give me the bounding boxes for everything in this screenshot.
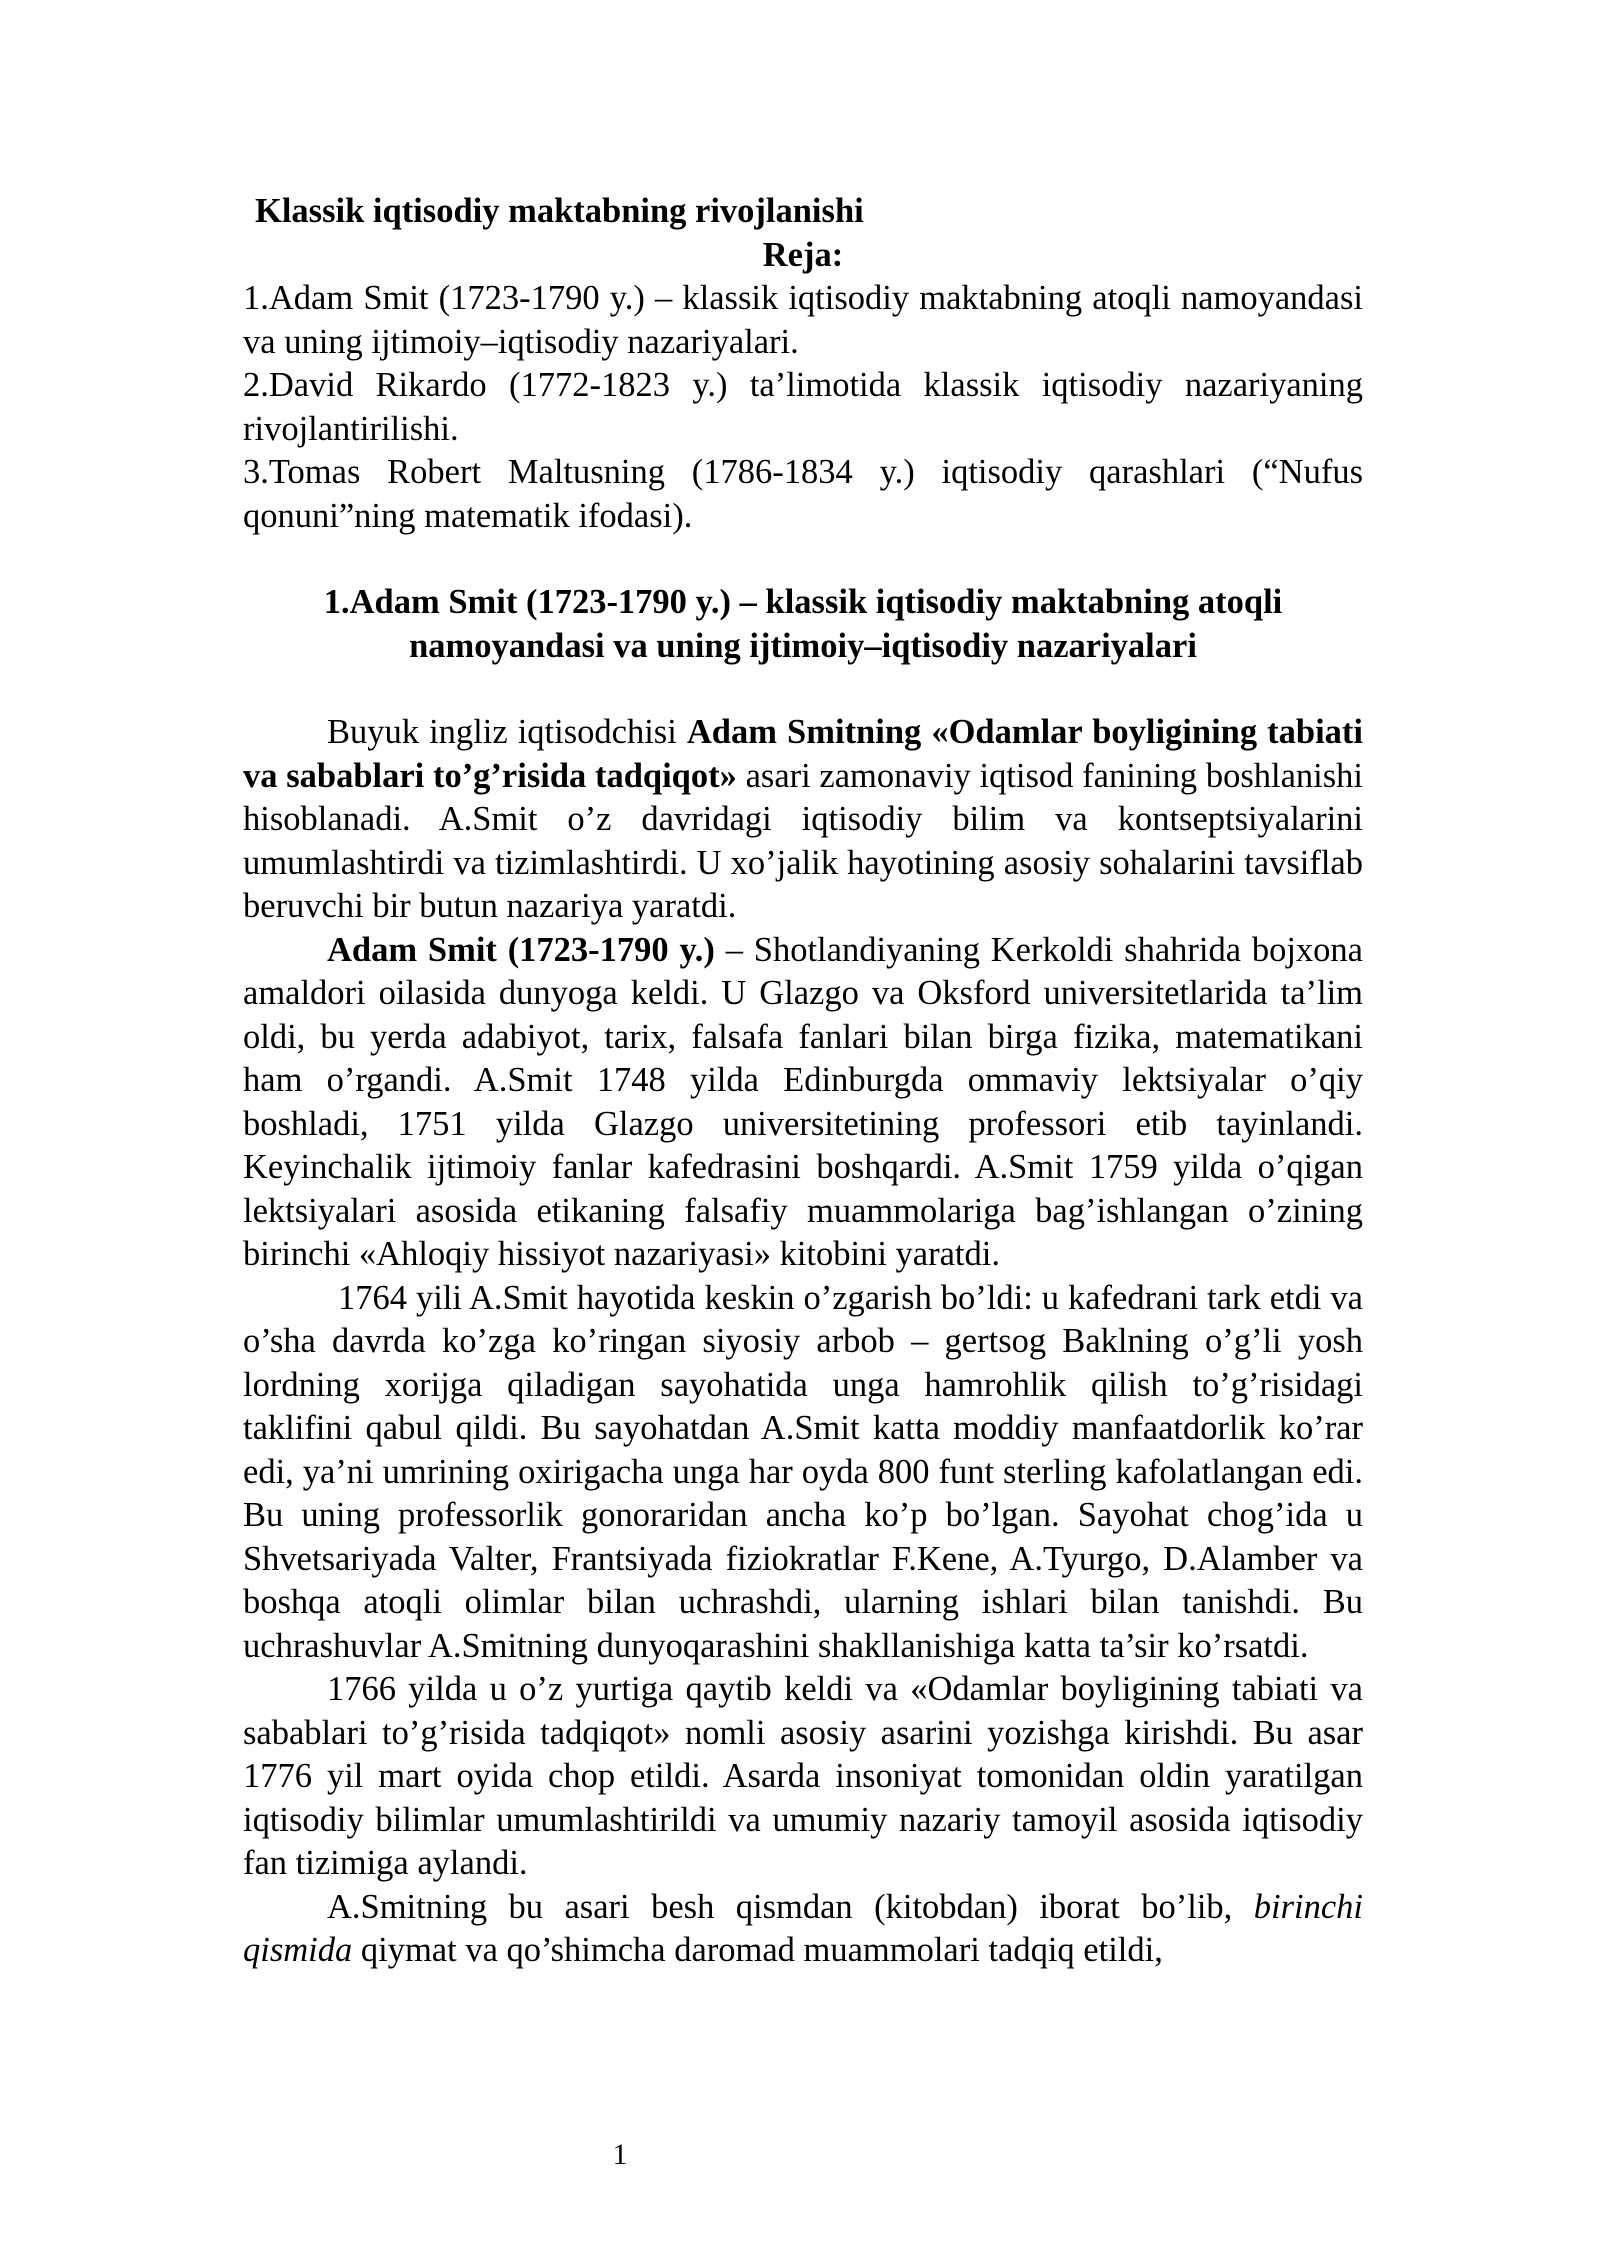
plan-item-2: 2.David Rikardo (1772-1823 y.) ta’limotida klassik iqtisodiy nazariyaning rivojlantirilishi. (243, 366, 1363, 448)
paragraph-4: 1766 yilda u o’z yurtiga qaytib keldi va «Odamlar boyligining tabiati va sabablari to’g’risida tadqiqot» nomli asosiy asarini yozishga kirishdi. Bu asar 1776 yil mart oyida chop etildi. Asarda insoniyat tomonidan oldin yaratilgan iqtisodiy bilimlar umumlashtirildi va umumiy nazariy tamoyil asosida iqtisodiy fan tizimiga aylandi. (243, 1670, 1363, 1882)
p2-name: Adam Smit (1723-1790 y.) (327, 930, 715, 969)
paragraph-1 (243, 711, 1363, 929)
document-title: Klassik iqtisodiy maktabning rivojlanishi (255, 192, 864, 230)
p2-text: – Shotlandiyaning Kerkoldi shahrida bojxona amaldori oilasida dunyoga keldi. U Glazgo va Oksford universitetlarida ta’lim oldi, bu yerda adabiyot, tarix, falsafa fanlari bilan birga fizika, matematikani ham o’rgandi. A.Smit 1748 yilda Edinburgda ommaviy lektsiyalar o’qiy boshladi, 1751 yilda Glazgo universitetining professori etib tayinlandi. Keyinchalik ijtimoiy fanlar kafedrasini boshqardi. A.Smit 1759 yilda o’qigan lektsiyalari asosida etikaning falsafiy muammolariga bag’ishlangan o’zining birinchi «Ahloqiy hissiyot nazariyasi» kitobini yaratdi. (243, 930, 1363, 1273)
paragraph-3: 1764 yili A.Smit hayotida keskin o’zgarish bo’ldi: u kafedrani tark etdi va o’sha davrda ko’zga ko’ringan siyosiy arbob – gertsog Baklning o’g’li yosh lordning xorijga qiladigan sayohatida unga hamrohlik qilish to’g’risidagi taklifini qabul qildi. Bu sayohatdan A.Smit katta moddiy manfaatdorlik ko’rar edi, ya’ni umrining oxirigacha unga har oyda 800 funt sterling kafolatlangan edi. Bu uning professorlik gonoraridan ancha ko’p bo’lgan. Sayohat chog’ida u Shvetsariyada Valter, Frantsiyada fiziokratlar F.Kene, A.Tyurgo, D.Alamber va boshqa atoqli olimlar bilan uchrashdi, ularning ishlari bilan tanishdi. Bu uchrashuvlar A.Smitning dunyoqarashini shakllanishiga katta ta’sir ko’rsatdi. (243, 1278, 1363, 1665)
p5-italic: birinchi qismida (243, 1887, 1363, 1969)
plan-heading: Reja: (762, 235, 844, 274)
p5-text-start: A.Smitning bu asari besh qismdan (kitobdan) iborat bo’lib, (327, 1887, 1254, 1926)
p1-text-end: asari zamonaviy iqtisod fanining boshlanishi hisoblanadi. A.Smit o’z davridagi iqtisodiy bilim va kontseptsiyalarini umumlashtirdi va tizimlashtirdi. U xo’jalik hayotining asosiy sohalarini tavsiflab beruvchi bir butun nazariya yaratdi. (243, 756, 1363, 925)
paragraph-2 (243, 929, 1363, 1277)
page-content (243, 190, 1363, 1973)
plan-item-1: 1.Adam Smit (1723-1790 y.) – klassik iqtisodiy maktabning atoqli namoyandasi va uning ijtimoiy–iqtisodiy nazariyalari. (243, 279, 1363, 361)
p1-text-start: Buyuk ingliz iqtisodchisi (327, 713, 687, 751)
plan-item-3: 3.Tomas Robert Maltusning (1786-1834 y.) iqtisodiy qarashlari (“Nufus qonuni”ning matematik ifodasi). (243, 453, 1363, 535)
spacer (243, 668, 1363, 711)
p1-book-title: Adam Smitning «Odamlar boyligining tabiati va sabablari to’g’risida tadqiqot» (243, 713, 1364, 795)
section-heading: 1.Adam Smit (1723-1790 y.) – klassik iqtisodiy maktabning atoqli namoyandasi va uning ijtimoiy–iqtisodiy nazariyalari (323, 583, 1283, 665)
paragraph-5 (243, 1886, 1363, 1973)
p5-text-end: qiymat va qo’shimcha daromad muammolari tadqiq etildi, (352, 1931, 1163, 1969)
page-number: 1 (612, 2138, 628, 2171)
